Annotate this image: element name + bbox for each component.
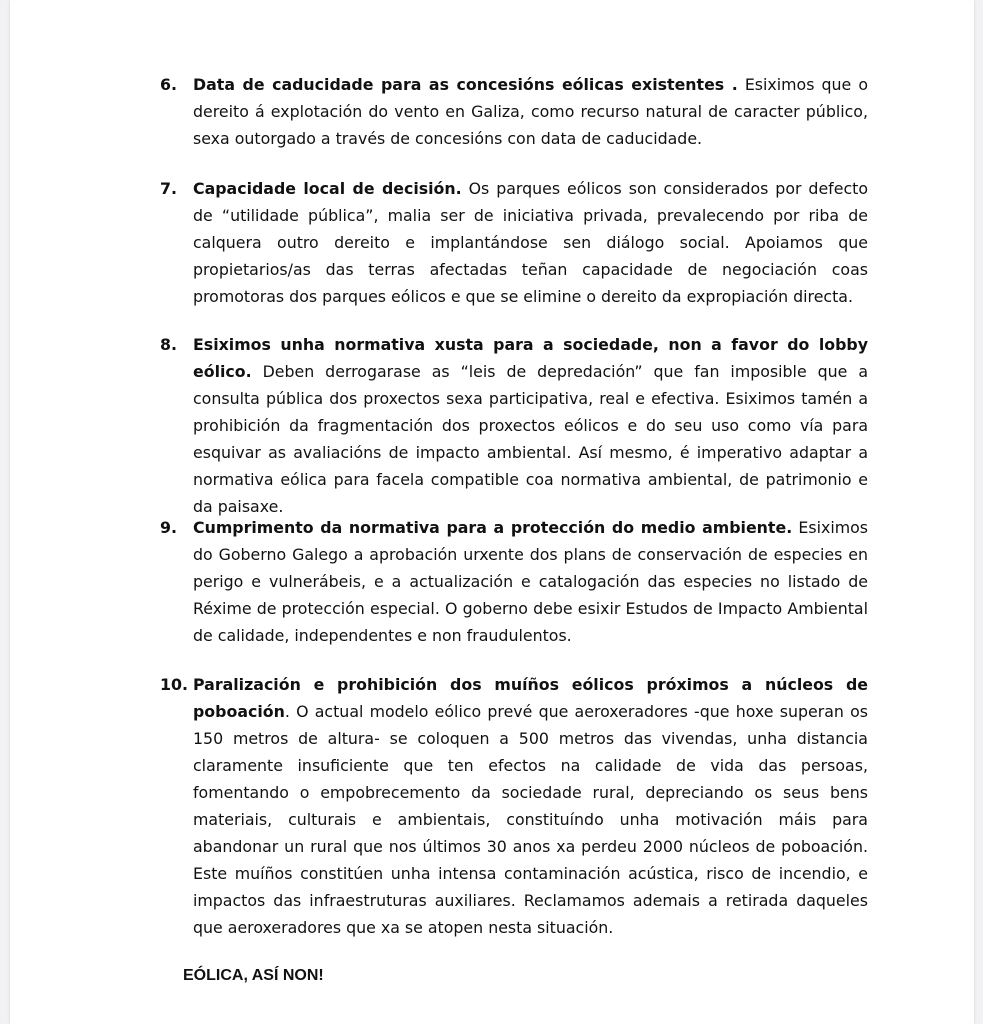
item-paragraph [193, 514, 868, 649]
item-text: Esiximos do Goberno Galego a aprobación urxente dos plans de conservación de especies en perigo e vulnerábeis, e a actualización e catalogación das especies no listado de Réxime de protección especial. O goberno debe esixir Estudos de Impacto Ambiental de calidade, independentes e non fraudulentos. [193, 518, 868, 645]
item-text: Os parques eólicos son considerados por defecto de “utilidade pública”, malia ser de iniciativa privada, prevalecendo por riba de calquera outro dereito e implantándose sen diálogo social. Apoiamos que propietarios/as das terras afectadas teñan capacidade de negociación coas promotoras dos parques eólicos e que se elimine o dereito da expropiación directa. [193, 179, 868, 306]
list-item-10 [160, 671, 868, 941]
list-item-8 [160, 331, 868, 520]
item-heading: Capacidade local de decisión. [193, 179, 462, 198]
item-paragraph [193, 175, 868, 310]
item-paragraph [193, 331, 868, 520]
item-heading: Esiximos unha normativa xusta para a sociedade, non a favor do lobby eólico. [193, 335, 868, 381]
item-text: Deben derrogarase as “leis de depredación” que fan imposible que a consulta pública dos proxectos sexa participativa, real e efectiva. Esiximos tamén a prohibición da fragmentación dos proxectos eólicos e do seu uso como vía para esquivar as avaliacións de impacto ambiental. Así mesmo, é imperativo adaptar a normativa eólica para facela compatible coa normativa ambiental, de patrimonio e da paisaxe. [193, 362, 868, 516]
item-number: 9. [160, 518, 177, 537]
closing-slogan: EÓLICA, ASÍ NON! [183, 967, 324, 984]
item-number: 7. [160, 179, 177, 198]
list-item-9 [160, 514, 868, 649]
item-number: 10. [160, 675, 188, 694]
item-number: 6. [160, 75, 177, 94]
item-text: Esiximos que o dereito á explotación do vento en Galiza, como recurso natural de caracter público, sexa outorgado a través de concesións con data de caducidade. [193, 75, 868, 148]
document-page [10, 0, 974, 1024]
item-number: 8. [160, 335, 177, 354]
list-item-6 [160, 71, 868, 152]
item-text: . O actual modelo eólico prevé que aeroxeradores -que hoxe superan os 150 metros de altura- se coloquen a 500 metros das vivendas, unha distancia claramente insuficiente que ten efectos na calidade de vida das persoas, fomentando o empobrecemento da sociedade rural, depreciando os seus bens materiais, culturais e ambientais, constituíndo unha motivación máis para abandonar un rural que nos últimos 30 anos xa perdeu 2000 núcleos de poboación. Este muíños constitúen unha intensa contaminación acústica, risco de incendio, e impactos das infraestruturas auxiliares. Reclamamos ademais a retirada daqueles que aeroxeradores que xa se atopen nesta situación. [193, 702, 868, 937]
item-heading: Data de caducidade para as concesións eólicas existentes . [193, 75, 738, 94]
item-heading: Cumprimento da normativa para a protección do medio ambiente. [193, 518, 793, 537]
item-heading: Paralización e prohibición dos muíños eólicos próximos a núcleos de poboación [193, 675, 868, 721]
list-item-7 [160, 175, 868, 310]
item-paragraph [193, 71, 868, 152]
item-paragraph [193, 671, 868, 941]
